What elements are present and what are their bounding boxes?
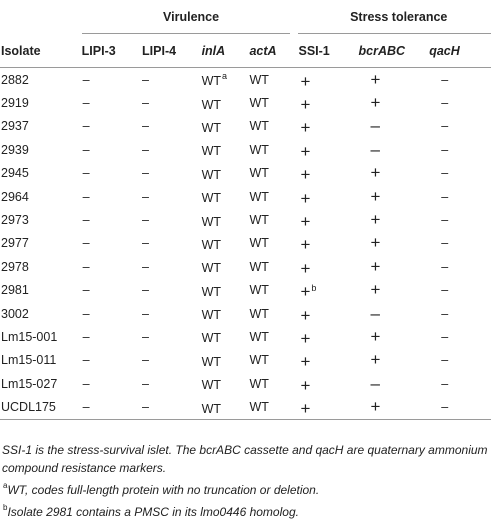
- cell-bcrabc: [359, 279, 430, 302]
- cell-inla-value: WT: [201, 237, 221, 252]
- cell-acta: [249, 302, 298, 325]
- cell-acta: [249, 138, 298, 161]
- cell-acta: [249, 279, 298, 302]
- cell-isolate-value: Lm15-001: [1, 329, 58, 344]
- cell-lipi3: [82, 232, 142, 255]
- cell-qach-value: –: [441, 400, 449, 415]
- cell-isolate: [0, 208, 82, 231]
- cell-lipi4: [142, 91, 202, 114]
- cell-lipi3-value: –: [82, 306, 90, 321]
- col-header-qach: qacH: [429, 34, 491, 68]
- cell-lipi4: [142, 255, 202, 278]
- cell-bcrabc: [359, 185, 430, 208]
- cell-qach-value: –: [441, 376, 449, 391]
- cell-lipi4: [142, 349, 202, 372]
- cell-qach: [429, 302, 491, 325]
- cell-lipi3-value: –: [82, 259, 90, 274]
- cell-isolate-value: 2978: [1, 259, 29, 274]
- cell-ssi1-value: +: [300, 282, 311, 302]
- cell-lipi3-value: –: [82, 376, 90, 391]
- cell-lipi4-value: –: [142, 189, 149, 204]
- cell-acta-value: WT: [249, 213, 269, 228]
- cell-isolate: [0, 162, 82, 185]
- cell-isolate: [0, 138, 82, 161]
- cell-acta: [249, 115, 298, 138]
- cell-qach-value: –: [441, 119, 449, 134]
- cell-lipi4-value: –: [142, 166, 149, 181]
- cell-qach: [429, 208, 491, 231]
- cell-lipi4: [142, 279, 202, 302]
- cell-bcrabc: [359, 349, 430, 372]
- cell-acta-value: WT: [249, 306, 269, 321]
- cell-isolate: [0, 232, 82, 255]
- cell-qach: [429, 255, 491, 278]
- table-row: [0, 349, 491, 372]
- cell-inla: [202, 115, 250, 138]
- col-header-inla: inlA: [202, 34, 250, 68]
- cell-lipi4: [142, 185, 202, 208]
- cell-isolate: [0, 325, 82, 348]
- cell-lipi4: [142, 138, 202, 161]
- cell-bcrabc-value: +: [370, 280, 381, 300]
- cell-bcrabc: [359, 138, 430, 161]
- cell-inla-value: WT: [201, 284, 221, 299]
- cell-isolate: [0, 115, 82, 138]
- cell-isolate: [0, 279, 82, 302]
- cell-isolate-value: 2973: [1, 213, 29, 228]
- cell-ssi1: [298, 255, 358, 278]
- cell-bcrabc: [359, 208, 430, 231]
- cell-isolate-value: 2882: [1, 72, 29, 87]
- cell-lipi4-value: –: [142, 259, 149, 274]
- cell-lipi3-value: –: [82, 119, 90, 134]
- cell-inla-footnote-marker: a: [222, 71, 228, 82]
- cell-bcrabc-value: +: [370, 163, 381, 183]
- cell-qach-value: –: [441, 166, 449, 181]
- cell-lipi4-value: –: [142, 283, 149, 298]
- cell-inla-value: WT: [201, 331, 221, 346]
- cell-acta: [249, 232, 298, 255]
- col-header-bcrabc: bcrABC: [359, 34, 430, 68]
- cell-isolate: [0, 68, 82, 92]
- cell-bcrabc-value: +: [370, 350, 381, 370]
- virulence-group-header: [82, 1, 299, 34]
- cell-bcrabc-value: +: [370, 69, 381, 89]
- cell-acta-value: WT: [249, 259, 269, 274]
- cell-lipi3: [82, 68, 142, 92]
- cell-bcrabc-value: +: [370, 326, 381, 346]
- table-row: [0, 232, 491, 255]
- cell-qach: [429, 91, 491, 114]
- cell-bcrabc: [359, 232, 430, 255]
- cell-isolate-value: 2977: [1, 236, 29, 251]
- cell-acta-value: WT: [249, 353, 269, 368]
- cell-ssi1-value: +: [300, 95, 311, 115]
- cell-inla-value: WT: [201, 214, 221, 229]
- cell-inla-value: WT: [201, 191, 221, 206]
- cell-inla-value: WT: [201, 167, 221, 182]
- cell-acta: [249, 162, 298, 185]
- cell-lipi4-value: –: [142, 96, 149, 111]
- footnote-main: SSI-1 is the stress-survival islet. The bcrABC cassette and qacH are quaternary ammonium compound resistance markers.: [2, 443, 488, 475]
- cell-bcrabc-value: +: [370, 210, 381, 230]
- cell-ssi1: [298, 325, 358, 348]
- col-header-ssi1: SSI-1: [298, 34, 358, 68]
- table-row: [0, 279, 491, 302]
- cell-qach: [429, 138, 491, 161]
- cell-ssi1-value: +: [300, 375, 311, 395]
- footnote-a: [2, 477, 490, 499]
- cell-lipi3: [82, 162, 142, 185]
- cell-bcrabc-value: +: [370, 397, 381, 417]
- cell-qach-value: –: [441, 259, 449, 274]
- cell-isolate-value: 3002: [1, 306, 29, 321]
- cell-lipi3-value: –: [82, 189, 90, 204]
- cell-inla-value: WT: [201, 401, 221, 416]
- cell-bcrabc: [359, 162, 430, 185]
- cell-bcrabc: [359, 115, 430, 138]
- cell-lipi4-value: –: [142, 353, 149, 368]
- cell-lipi4-value: –: [142, 400, 149, 415]
- cell-lipi3-value: –: [82, 236, 90, 251]
- cell-inla: [202, 302, 250, 325]
- cell-ssi1: [298, 115, 358, 138]
- cell-inla-value: WT: [201, 378, 221, 393]
- cell-acta-value: WT: [249, 189, 269, 204]
- cell-isolate: [0, 91, 82, 114]
- cell-ssi1-value: +: [300, 235, 311, 255]
- cell-lipi3-value: –: [82, 400, 90, 415]
- cell-inla: [202, 325, 250, 348]
- cell-ssi1: [298, 232, 358, 255]
- cell-lipi4: [142, 68, 202, 92]
- cell-isolate: [0, 302, 82, 325]
- table-footnotes: [2, 441, 490, 521]
- table-row: [0, 68, 491, 92]
- cell-lipi3: [82, 302, 142, 325]
- cell-bcrabc: [359, 255, 430, 278]
- cell-acta-value: WT: [249, 283, 269, 298]
- cell-bcrabc: [359, 372, 430, 395]
- cell-ssi1-footnote-marker: b: [311, 283, 317, 294]
- cell-acta: [249, 68, 298, 92]
- cell-qach: [429, 115, 491, 138]
- cell-acta-value: WT: [249, 400, 269, 415]
- cell-qach-value: –: [441, 213, 449, 228]
- cell-acta-value: WT: [249, 329, 269, 344]
- cell-ssi1: [298, 138, 358, 161]
- cell-bcrabc: [359, 91, 430, 114]
- col-header-lipi3: LIPI-3: [82, 34, 142, 68]
- cell-lipi4: [142, 395, 202, 419]
- table-row: [0, 162, 491, 185]
- cell-qach-value: –: [441, 329, 449, 344]
- cell-lipi4: [142, 208, 202, 231]
- cell-qach-value: –: [441, 72, 449, 87]
- cell-acta-value: WT: [249, 96, 269, 111]
- cell-acta-value: WT: [249, 119, 269, 134]
- cell-bcrabc: [359, 395, 430, 419]
- cell-lipi4-value: –: [142, 72, 149, 87]
- cell-isolate: [0, 372, 82, 395]
- cell-qach: [429, 232, 491, 255]
- table-row: [0, 325, 491, 348]
- cell-qach-value: –: [441, 306, 449, 321]
- cell-ssi1: [298, 162, 358, 185]
- cell-acta-value: WT: [249, 376, 269, 391]
- cell-ssi1: [298, 68, 358, 92]
- col-header-acta: actA: [249, 34, 298, 68]
- isolate-marker-table: [0, 1, 491, 420]
- col-header-lipi4: LIPI-4: [142, 34, 202, 68]
- cell-inla: [202, 91, 250, 114]
- cell-lipi4: [142, 325, 202, 348]
- cell-ssi1: [298, 279, 358, 302]
- cell-lipi4: [142, 115, 202, 138]
- cell-inla: [202, 395, 250, 419]
- cell-acta: [249, 255, 298, 278]
- cell-inla: [202, 372, 250, 395]
- cell-ssi1: [298, 349, 358, 372]
- cell-bcrabc-value: +: [370, 186, 381, 206]
- cell-inla-value: WT: [201, 261, 221, 276]
- cell-inla: [202, 138, 250, 161]
- cell-lipi3: [82, 115, 142, 138]
- table-row: [0, 302, 491, 325]
- table-row: [0, 185, 491, 208]
- cell-isolate-value: 2945: [1, 166, 29, 181]
- cell-lipi4: [142, 232, 202, 255]
- footnote-a-text: WT, codes full-length protein with no truncation or deletion.: [7, 483, 320, 497]
- cell-bcrabc-value: –: [370, 373, 380, 393]
- cell-inla: [202, 208, 250, 231]
- cell-inla: [202, 185, 250, 208]
- cell-bcrabc-value: +: [370, 93, 381, 113]
- cell-ssi1: [298, 185, 358, 208]
- cell-lipi4-value: –: [142, 329, 149, 344]
- cell-ssi1-value: +: [300, 328, 311, 348]
- cell-inla: [202, 162, 250, 185]
- cell-ssi1: [298, 372, 358, 395]
- cell-ssi1-value: +: [300, 141, 311, 161]
- cell-bcrabc: [359, 325, 430, 348]
- cell-lipi3: [82, 208, 142, 231]
- cell-bcrabc: [359, 302, 430, 325]
- cell-acta-value: WT: [249, 236, 269, 251]
- cell-inla-value: WT: [201, 144, 221, 159]
- cell-acta: [249, 208, 298, 231]
- col-header-isolate: Isolate: [0, 34, 82, 68]
- cell-ssi1-value: +: [300, 305, 311, 325]
- footnote-a-marker: a: [3, 481, 8, 490]
- cell-acta: [249, 185, 298, 208]
- footnote-b: [2, 499, 490, 521]
- cell-acta-value: WT: [249, 142, 269, 157]
- cell-inla-value: WT: [201, 74, 221, 89]
- cell-isolate-value: 2937: [1, 119, 29, 134]
- cell-qach: [429, 395, 491, 419]
- cell-isolate-value: UCDL175: [1, 400, 56, 415]
- cell-lipi4-value: –: [142, 376, 149, 391]
- cell-isolate: [0, 395, 82, 419]
- cell-lipi4-value: –: [142, 236, 149, 251]
- cell-isolate: [0, 349, 82, 372]
- cell-acta-value: WT: [249, 72, 269, 87]
- cell-bcrabc: [359, 68, 430, 92]
- stress-tolerance-group-label: Stress tolerance: [298, 1, 491, 34]
- cell-qach-value: –: [441, 283, 449, 298]
- cell-inla-value: WT: [201, 354, 221, 369]
- cell-isolate: [0, 255, 82, 278]
- cell-lipi3-value: –: [82, 353, 90, 368]
- cell-inla-value: WT: [201, 97, 221, 112]
- cell-lipi3-value: –: [82, 213, 90, 228]
- cell-lipi4-value: –: [142, 142, 149, 157]
- cell-lipi3: [82, 91, 142, 114]
- cell-lipi3: [82, 185, 142, 208]
- cell-qach: [429, 162, 491, 185]
- cell-lipi3-value: –: [82, 166, 90, 181]
- cell-acta: [249, 325, 298, 348]
- cell-qach: [429, 325, 491, 348]
- cell-ssi1-value: +: [300, 399, 311, 419]
- cell-lipi3: [82, 349, 142, 372]
- virulence-group-label: Virulence: [82, 1, 291, 34]
- cell-ssi1-value: +: [300, 188, 311, 208]
- table-row: [0, 115, 491, 138]
- cell-qach: [429, 279, 491, 302]
- cell-isolate-value: 2981: [1, 283, 29, 298]
- cell-qach: [429, 372, 491, 395]
- cell-bcrabc-value: +: [370, 256, 381, 276]
- cell-ssi1: [298, 208, 358, 231]
- table-row: [0, 395, 491, 419]
- cell-inla-value: WT: [201, 308, 221, 323]
- cell-isolate-value: 2964: [1, 189, 29, 204]
- cell-lipi3: [82, 255, 142, 278]
- cell-acta: [249, 91, 298, 114]
- cell-lipi4: [142, 302, 202, 325]
- cell-lipi3-value: –: [82, 329, 90, 344]
- cell-isolate-value: Lm15-027: [1, 376, 58, 391]
- cell-inla: [202, 279, 250, 302]
- cell-qach-value: –: [441, 353, 449, 368]
- cell-qach: [429, 68, 491, 92]
- table-body: [0, 68, 491, 420]
- cell-qach-value: –: [441, 189, 449, 204]
- table-row: [0, 255, 491, 278]
- cell-ssi1-value: +: [300, 71, 311, 91]
- cell-lipi3-value: –: [82, 283, 90, 298]
- cell-acta: [249, 372, 298, 395]
- cell-bcrabc-value: +: [370, 233, 381, 253]
- cell-inla: [202, 255, 250, 278]
- cell-qach-value: –: [441, 236, 449, 251]
- cell-isolate: [0, 185, 82, 208]
- cell-lipi3: [82, 325, 142, 348]
- table-row: [0, 138, 491, 161]
- cell-lipi4-value: –: [142, 306, 149, 321]
- cell-lipi4-value: –: [142, 119, 149, 134]
- cell-lipi3: [82, 138, 142, 161]
- cell-isolate-value: 2939: [1, 142, 29, 157]
- cell-bcrabc-value: –: [370, 116, 380, 136]
- cell-inla: [202, 232, 250, 255]
- table-row: [0, 91, 491, 114]
- footnote-b-text: Isolate 2981 contains a PMSC in its lmo0446 homolog.: [7, 505, 299, 519]
- cell-lipi4: [142, 372, 202, 395]
- cell-ssi1-value: +: [300, 212, 311, 232]
- cell-acta-value: WT: [249, 166, 269, 181]
- cell-lipi4-value: –: [142, 213, 149, 228]
- cell-ssi1: [298, 91, 358, 114]
- cell-ssi1: [298, 302, 358, 325]
- cell-qach: [429, 349, 491, 372]
- cell-inla: [202, 349, 250, 372]
- table-row: [0, 208, 491, 231]
- cell-ssi1-value: +: [300, 258, 311, 278]
- cell-ssi1-value: +: [300, 165, 311, 185]
- cell-lipi4: [142, 162, 202, 185]
- stress-tolerance-group-header: [298, 1, 491, 34]
- cell-qach: [429, 185, 491, 208]
- cell-ssi1-value: +: [300, 118, 311, 138]
- cell-lipi3-value: –: [82, 142, 90, 157]
- table-row: [0, 372, 491, 395]
- cell-isolate-value: 2919: [1, 96, 29, 111]
- cell-ssi1-value: +: [300, 352, 311, 372]
- cell-bcrabc-value: –: [370, 139, 380, 159]
- cell-acta: [249, 349, 298, 372]
- cell-qach-value: –: [441, 142, 449, 157]
- column-header-row: [0, 34, 491, 68]
- cell-acta: [249, 395, 298, 419]
- cell-qach-value: –: [441, 96, 449, 111]
- footnote-b-marker: b: [3, 503, 8, 512]
- cell-lipi3-value: –: [82, 72, 90, 87]
- cell-bcrabc-value: –: [370, 303, 380, 323]
- cell-lipi3: [82, 372, 142, 395]
- cell-lipi3-value: –: [82, 96, 90, 111]
- group-header-row: [0, 1, 491, 34]
- cell-lipi3: [82, 279, 142, 302]
- cell-lipi3: [82, 395, 142, 419]
- cell-isolate-value: Lm15-011: [1, 353, 57, 368]
- cell-ssi1: [298, 395, 358, 419]
- cell-inla-value: WT: [201, 120, 221, 135]
- cell-inla: [202, 68, 250, 92]
